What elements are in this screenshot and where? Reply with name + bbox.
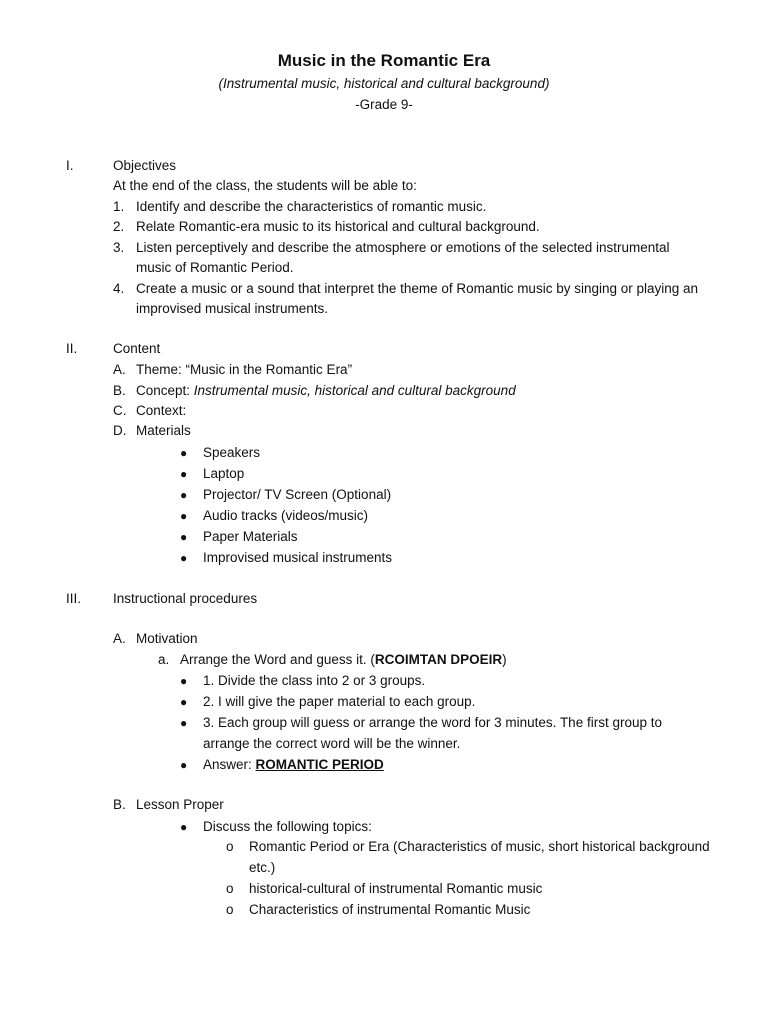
content-materials: Materials (136, 423, 191, 438)
concept-label: Concept: (136, 383, 194, 398)
activity-step: 3. Each group will guess or arrange the word for 3 minutes. The first group to (203, 715, 662, 730)
objective-text: Create a music or a sound that interpret the theme of Romantic music by singing or playing an (136, 281, 699, 296)
objective-number: 2. (113, 219, 125, 234)
grade-label: -Grade 9- (355, 97, 413, 112)
objective-number: 3. (113, 240, 125, 255)
circle-bullet-icon: o (226, 881, 234, 896)
document-subtitle: (Instrumental music, historical and cultural background) (218, 76, 550, 91)
concept-text: Instrumental music, historical and cultural background (193, 383, 516, 398)
material-item: Audio tracks (videos/music) (203, 508, 369, 523)
material-item: Projector/ TV Screen (Optional) (203, 487, 392, 502)
bullet-icon: ● (180, 758, 188, 772)
section-1-heading: Objectives (113, 158, 177, 173)
content-letter-d: D. (113, 423, 127, 438)
motivation-heading: Motivation (136, 631, 198, 646)
procedure-letter-b: B. (113, 797, 126, 812)
objective-text: Relate Romantic-era music to its historical and cultural background. (136, 219, 540, 234)
objectives-intro: At the end of the class, the students will be able to: (113, 178, 417, 193)
topic-item: historical-cultural of instrumental Romantic music (249, 881, 543, 896)
objective-number: 4. (113, 281, 125, 296)
bullet-icon: ● (180, 820, 188, 834)
material-item: Laptop (203, 466, 245, 481)
bullet-icon: ● (180, 530, 188, 544)
bullet-icon: ● (180, 446, 188, 460)
bullet-icon: ● (180, 551, 188, 565)
bullet-icon: ● (180, 509, 188, 523)
bullet-icon: ● (180, 467, 188, 481)
activity-close: ) (502, 652, 507, 667)
lesson-proper-heading: Lesson Proper (136, 797, 224, 812)
scrambled-word: RCOIMTAN DPOEIR (374, 652, 503, 667)
section-3-number: III. (66, 591, 82, 606)
bullet-icon: ● (180, 695, 188, 709)
answer-label: Answer: (203, 757, 256, 772)
bullet-icon: ● (180, 674, 188, 688)
content-concept (136, 382, 516, 400)
content-context: Context: (136, 403, 187, 418)
activity-step: 2. I will give the paper material to each group. (203, 694, 476, 709)
content-theme: Theme: “Music in the Romantic Era” (136, 362, 353, 377)
objective-text-continued: improvised musical instruments. (136, 301, 329, 316)
material-item: Paper Materials (203, 529, 298, 544)
circle-bullet-icon: o (226, 839, 234, 854)
objective-number: 1. (113, 199, 125, 214)
activity-instruction: Arrange the Word and guess it. ( (180, 652, 375, 667)
activity-text (180, 651, 507, 669)
answer-value: ROMANTIC PERIOD (255, 757, 384, 772)
topic-item-continued: etc.) (249, 860, 276, 875)
bullet-icon: ● (180, 716, 188, 730)
content-letter-b: B. (113, 383, 126, 398)
activity-step-continued: arrange the correct word will be the winner. (203, 736, 461, 751)
activity-step: 1. Divide the class into 2 or 3 groups. (203, 673, 426, 688)
topic-item: Characteristics of instrumental Romantic Music (249, 902, 531, 917)
document-title: Music in the Romantic Era (277, 51, 491, 70)
section-1-number: I. (66, 158, 74, 173)
procedure-letter-a: A. (113, 631, 126, 646)
section-2-number: II. (66, 341, 78, 356)
material-item: Improvised musical instruments (203, 550, 393, 565)
bullet-icon: ● (180, 488, 188, 502)
discuss-text: Discuss the following topics: (203, 819, 372, 834)
section-2-heading: Content (113, 341, 161, 356)
objective-text: Identify and describe the characteristics of romantic music. (136, 199, 487, 214)
objective-text-continued: music of Romantic Period. (136, 260, 294, 275)
content-letter-a: A. (113, 362, 126, 377)
material-item: Speakers (203, 445, 261, 460)
activity-letter: a. (158, 652, 170, 667)
content-letter-c: C. (113, 403, 127, 418)
topic-item: Romantic Period or Era (Characteristics of music, short historical background (249, 839, 710, 854)
objective-text: Listen perceptively and describe the atmosphere or emotions of the selected instrumental (136, 240, 670, 255)
circle-bullet-icon: o (226, 902, 234, 917)
section-3-heading: Instructional procedures (113, 591, 258, 606)
answer-line (203, 756, 384, 774)
